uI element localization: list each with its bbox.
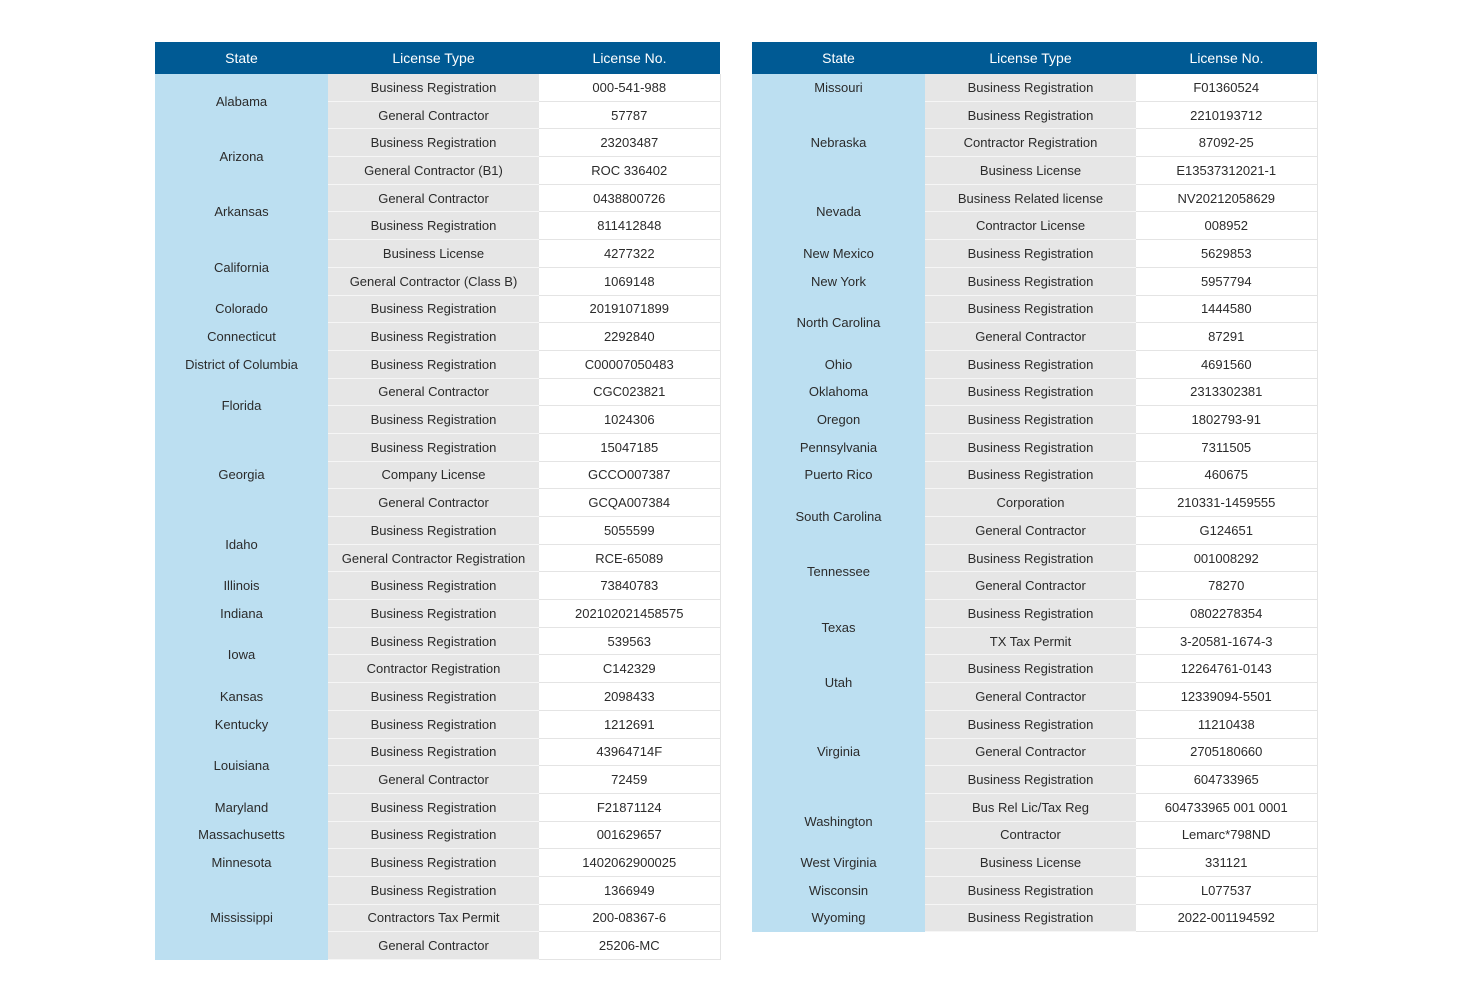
license-type-cell: Business Registration [925, 74, 1136, 101]
state-cell: North Carolina [752, 295, 925, 350]
license-table-body [155, 74, 720, 960]
table-row [752, 295, 1317, 323]
license-type-cell: Contractors Tax Permit [328, 904, 539, 932]
license-type-cell: General Contractor [328, 101, 539, 129]
license-table-right [752, 42, 1318, 932]
state-cell: Oklahoma [752, 378, 925, 406]
license-type-cell: Business Registration [925, 267, 1136, 295]
license-number-cell: 460675 [1136, 461, 1317, 489]
table-row [752, 267, 1317, 295]
license-number-cell: 1802793-91 [1136, 406, 1317, 434]
license-type-cell: Business Registration [328, 600, 539, 628]
state-cell: South Carolina [752, 489, 925, 544]
table-row [155, 793, 720, 821]
state-cell: California [155, 240, 328, 295]
license-number-cell: 7311505 [1136, 433, 1317, 461]
table-row [752, 600, 1317, 628]
license-number-cell: E13537312021-1 [1136, 157, 1317, 185]
table-row [752, 433, 1317, 461]
license-type-cell: TX Tax Permit [925, 627, 1136, 655]
state-cell: Georgia [155, 433, 328, 516]
license-number-cell: RCE-65089 [539, 544, 720, 572]
license-number-cell: 0438800726 [539, 184, 720, 212]
table-row [155, 710, 720, 738]
state-cell: Colorado [155, 295, 328, 323]
license-type-cell: Bus Rel Lic/Tax Reg [925, 793, 1136, 821]
state-cell: Minnesota [155, 849, 328, 877]
table-row [752, 240, 1317, 268]
license-type-cell: General Contractor [925, 738, 1136, 766]
license-type-cell: Business Registration [328, 738, 539, 766]
license-type-cell: General Contractor (Class B) [328, 267, 539, 295]
license-no-header: License No. [539, 42, 720, 74]
license-number-cell: 1212691 [539, 710, 720, 738]
table-row [155, 876, 720, 904]
state-cell: District of Columbia [155, 350, 328, 378]
license-type-cell: Business Registration [328, 793, 539, 821]
license-type-cell: Business Registration [328, 849, 539, 877]
license-type-cell: Business Registration [328, 350, 539, 378]
license-number-cell: NV20212058629 [1136, 184, 1317, 212]
state-cell: Utah [752, 655, 925, 710]
license-number-cell: 4691560 [1136, 350, 1317, 378]
license-type-cell: General Contractor [925, 517, 1136, 545]
license-number-cell: C142329 [539, 655, 720, 683]
header-row [752, 42, 1317, 74]
license-type-cell: Business Registration [925, 101, 1136, 129]
table-row [155, 738, 720, 766]
license-type-cell: Business Registration [328, 572, 539, 600]
license-number-cell: 2292840 [539, 323, 720, 351]
license-type-header: License Type [328, 42, 539, 74]
license-type-cell: Contractor License [925, 212, 1136, 240]
license-number-cell: 11210438 [1136, 710, 1317, 738]
table-row [752, 489, 1317, 517]
license-type-cell: Business Registration [925, 904, 1136, 932]
license-type-cell: Business Registration [328, 433, 539, 461]
license-number-cell: 87291 [1136, 323, 1317, 351]
license-number-cell: C00007050483 [539, 350, 720, 378]
state-cell: Oregon [752, 406, 925, 434]
license-type-cell: Business License [925, 849, 1136, 877]
license-type-cell: Business Registration [925, 710, 1136, 738]
table-row [752, 710, 1317, 738]
license-type-cell: Contractor Registration [328, 655, 539, 683]
license-number-cell: 000-541-988 [539, 74, 720, 101]
table-row [752, 350, 1317, 378]
state-cell: Connecticut [155, 323, 328, 351]
table-row [155, 517, 720, 545]
license-number-cell: 210331-1459555 [1136, 489, 1317, 517]
header-row [155, 42, 720, 74]
table-row [155, 600, 720, 628]
license-type-cell: Business Registration [925, 240, 1136, 268]
table-row [752, 876, 1317, 904]
state-cell: Wyoming [752, 904, 925, 932]
table-row [155, 350, 720, 378]
table-row [752, 184, 1317, 212]
license-type-cell: General Contractor [925, 572, 1136, 600]
license-type-cell: General Contractor Registration [328, 544, 539, 572]
license-number-cell: 2705180660 [1136, 738, 1317, 766]
license-type-cell: Business Registration [925, 378, 1136, 406]
state-cell: Washington [752, 793, 925, 848]
table-row [155, 627, 720, 655]
license-type-cell: General Contractor [328, 378, 539, 406]
license-number-cell: 3-20581-1674-3 [1136, 627, 1317, 655]
license-type-cell: Business Registration [328, 627, 539, 655]
state-cell: Nebraska [752, 101, 925, 184]
table-row [155, 295, 720, 323]
license-type-cell: General Contractor [328, 766, 539, 794]
license-number-cell: 539563 [539, 627, 720, 655]
license-number-cell: 12339094-5501 [1136, 683, 1317, 711]
license-number-cell: 1444580 [1136, 295, 1317, 323]
license-type-cell: Contractor Registration [925, 129, 1136, 157]
license-type-cell: Business Registration [328, 876, 539, 904]
license-type-cell: General Contractor [328, 184, 539, 212]
license-type-cell: Business License [925, 157, 1136, 185]
license-type-cell: General Contractor (B1) [328, 157, 539, 185]
license-number-cell: 78270 [1136, 572, 1317, 600]
state-cell: New York [752, 267, 925, 295]
state-cell: Wisconsin [752, 876, 925, 904]
state-cell: Tennessee [752, 544, 925, 599]
license-type-cell: Business Registration [925, 350, 1136, 378]
license-type-cell: Business Registration [925, 544, 1136, 572]
table-row [752, 378, 1317, 406]
license-number-cell: 2313302381 [1136, 378, 1317, 406]
table-row [752, 655, 1317, 683]
table-row [155, 683, 720, 711]
table-row [155, 849, 720, 877]
license-number-cell: 1402062900025 [539, 849, 720, 877]
license-number-cell: 72459 [539, 766, 720, 794]
license-number-cell: L077537 [1136, 876, 1317, 904]
license-table-left [155, 42, 721, 960]
state-cell: Massachusetts [155, 821, 328, 849]
state-cell: Iowa [155, 627, 328, 682]
license-number-cell: 73840783 [539, 572, 720, 600]
license-type-cell: Business Registration [925, 655, 1136, 683]
license-number-cell: 001629657 [539, 821, 720, 849]
license-type-cell: Business Registration [925, 433, 1136, 461]
license-number-cell: 23203487 [539, 129, 720, 157]
state-cell: Texas [752, 600, 925, 655]
state-header: State [752, 42, 925, 74]
license-type-cell: Business Registration [328, 406, 539, 434]
table-row [155, 821, 720, 849]
license-number-cell: 202102021458575 [539, 600, 720, 628]
license-number-cell: 200-08367-6 [539, 904, 720, 932]
table-row [752, 793, 1317, 821]
license-no-header: License No. [1136, 42, 1317, 74]
table-row [155, 129, 720, 157]
license-type-cell: Business Registration [925, 876, 1136, 904]
license-type-cell: Business Registration [328, 74, 539, 101]
license-number-cell: 5055599 [539, 517, 720, 545]
license-type-cell: Contractor [925, 821, 1136, 849]
state-cell: Arkansas [155, 184, 328, 239]
state-cell: Idaho [155, 517, 328, 572]
license-number-cell: 2098433 [539, 683, 720, 711]
license-number-cell: 20191071899 [539, 295, 720, 323]
table-row [155, 74, 720, 101]
state-cell: Ohio [752, 350, 925, 378]
state-cell: Alabama [155, 74, 328, 129]
license-type-cell: Business Registration [328, 517, 539, 545]
license-number-cell: 1366949 [539, 876, 720, 904]
license-number-cell: G124651 [1136, 517, 1317, 545]
license-number-cell: GCQA007384 [539, 489, 720, 517]
license-number-cell: Lemarc*798ND [1136, 821, 1317, 849]
license-type-cell: Business Registration [328, 295, 539, 323]
license-type-cell: Business Registration [925, 295, 1136, 323]
state-cell: New Mexico [752, 240, 925, 268]
license-type-cell: Business Registration [925, 406, 1136, 434]
license-number-cell: 43964714F [539, 738, 720, 766]
state-cell: Kansas [155, 683, 328, 711]
license-number-cell: 604733965 [1136, 766, 1317, 794]
license-number-cell: CGC023821 [539, 378, 720, 406]
state-cell: Maryland [155, 793, 328, 821]
license-type-header: License Type [925, 42, 1136, 74]
state-cell: Florida [155, 378, 328, 433]
state-cell: Virginia [752, 710, 925, 793]
state-cell: Mississippi [155, 876, 328, 959]
license-type-cell: Corporation [925, 489, 1136, 517]
table-row [752, 904, 1317, 932]
license-number-cell: 5957794 [1136, 267, 1317, 295]
license-number-cell: 1024306 [539, 406, 720, 434]
table-row [155, 184, 720, 212]
table-row [752, 544, 1317, 572]
license-number-cell: ROC 336402 [539, 157, 720, 185]
table-row [752, 406, 1317, 434]
license-type-cell: General Contractor [328, 489, 539, 517]
license-number-cell: 008952 [1136, 212, 1317, 240]
license-number-cell: 87092-25 [1136, 129, 1317, 157]
table-row [155, 240, 720, 268]
table-row [155, 323, 720, 351]
table-row [155, 378, 720, 406]
license-number-cell: F01360524 [1136, 74, 1317, 101]
table-row [752, 849, 1317, 877]
license-type-cell: Business Registration [328, 710, 539, 738]
license-number-cell: 1069148 [539, 267, 720, 295]
license-number-cell: 0802278354 [1136, 600, 1317, 628]
license-table-body [752, 74, 1317, 932]
license-number-cell: 57787 [539, 101, 720, 129]
table-row [155, 572, 720, 600]
state-cell: Illinois [155, 572, 328, 600]
license-number-cell: 15047185 [539, 433, 720, 461]
license-number-cell: 4277322 [539, 240, 720, 268]
state-header: State [155, 42, 328, 74]
license-number-cell: 604733965 001 0001 [1136, 793, 1317, 821]
license-number-cell: 5629853 [1136, 240, 1317, 268]
license-type-cell: Company License [328, 461, 539, 489]
license-number-cell: 001008292 [1136, 544, 1317, 572]
license-type-cell: General Contractor [925, 323, 1136, 351]
license-type-cell: Business Registration [925, 766, 1136, 794]
state-cell: Kentucky [155, 710, 328, 738]
license-type-cell: Business Registration [328, 683, 539, 711]
state-cell: Puerto Rico [752, 461, 925, 489]
license-type-cell: Business Registration [328, 323, 539, 351]
license-number-cell: 331121 [1136, 849, 1317, 877]
state-cell: Pennsylvania [752, 433, 925, 461]
table-row [752, 101, 1317, 129]
license-type-cell: Business Registration [925, 600, 1136, 628]
license-type-cell: Business License [328, 240, 539, 268]
license-number-cell: 811412848 [539, 212, 720, 240]
state-cell: Arizona [155, 129, 328, 184]
table-row [752, 461, 1317, 489]
license-number-cell: 12264761-0143 [1136, 655, 1317, 683]
license-number-cell: 2022-001194592 [1136, 904, 1317, 932]
state-cell: Missouri [752, 74, 925, 101]
license-number-cell: 2210193712 [1136, 101, 1317, 129]
license-type-cell: Business Registration [925, 461, 1136, 489]
state-cell: Nevada [752, 184, 925, 239]
table-row [155, 433, 720, 461]
license-number-cell: F21871124 [539, 793, 720, 821]
table-row [752, 74, 1317, 101]
license-type-cell: Business Related license [925, 184, 1136, 212]
license-number-cell: 25206-MC [539, 932, 720, 960]
license-type-cell: General Contractor [328, 932, 539, 960]
license-number-cell: GCCO007387 [539, 461, 720, 489]
license-type-cell: Business Registration [328, 212, 539, 240]
state-cell: West Virginia [752, 849, 925, 877]
license-type-cell: Business Registration [328, 821, 539, 849]
license-type-cell: Business Registration [328, 129, 539, 157]
license-type-cell: General Contractor [925, 683, 1136, 711]
state-cell: Louisiana [155, 738, 328, 793]
state-cell: Indiana [155, 600, 328, 628]
